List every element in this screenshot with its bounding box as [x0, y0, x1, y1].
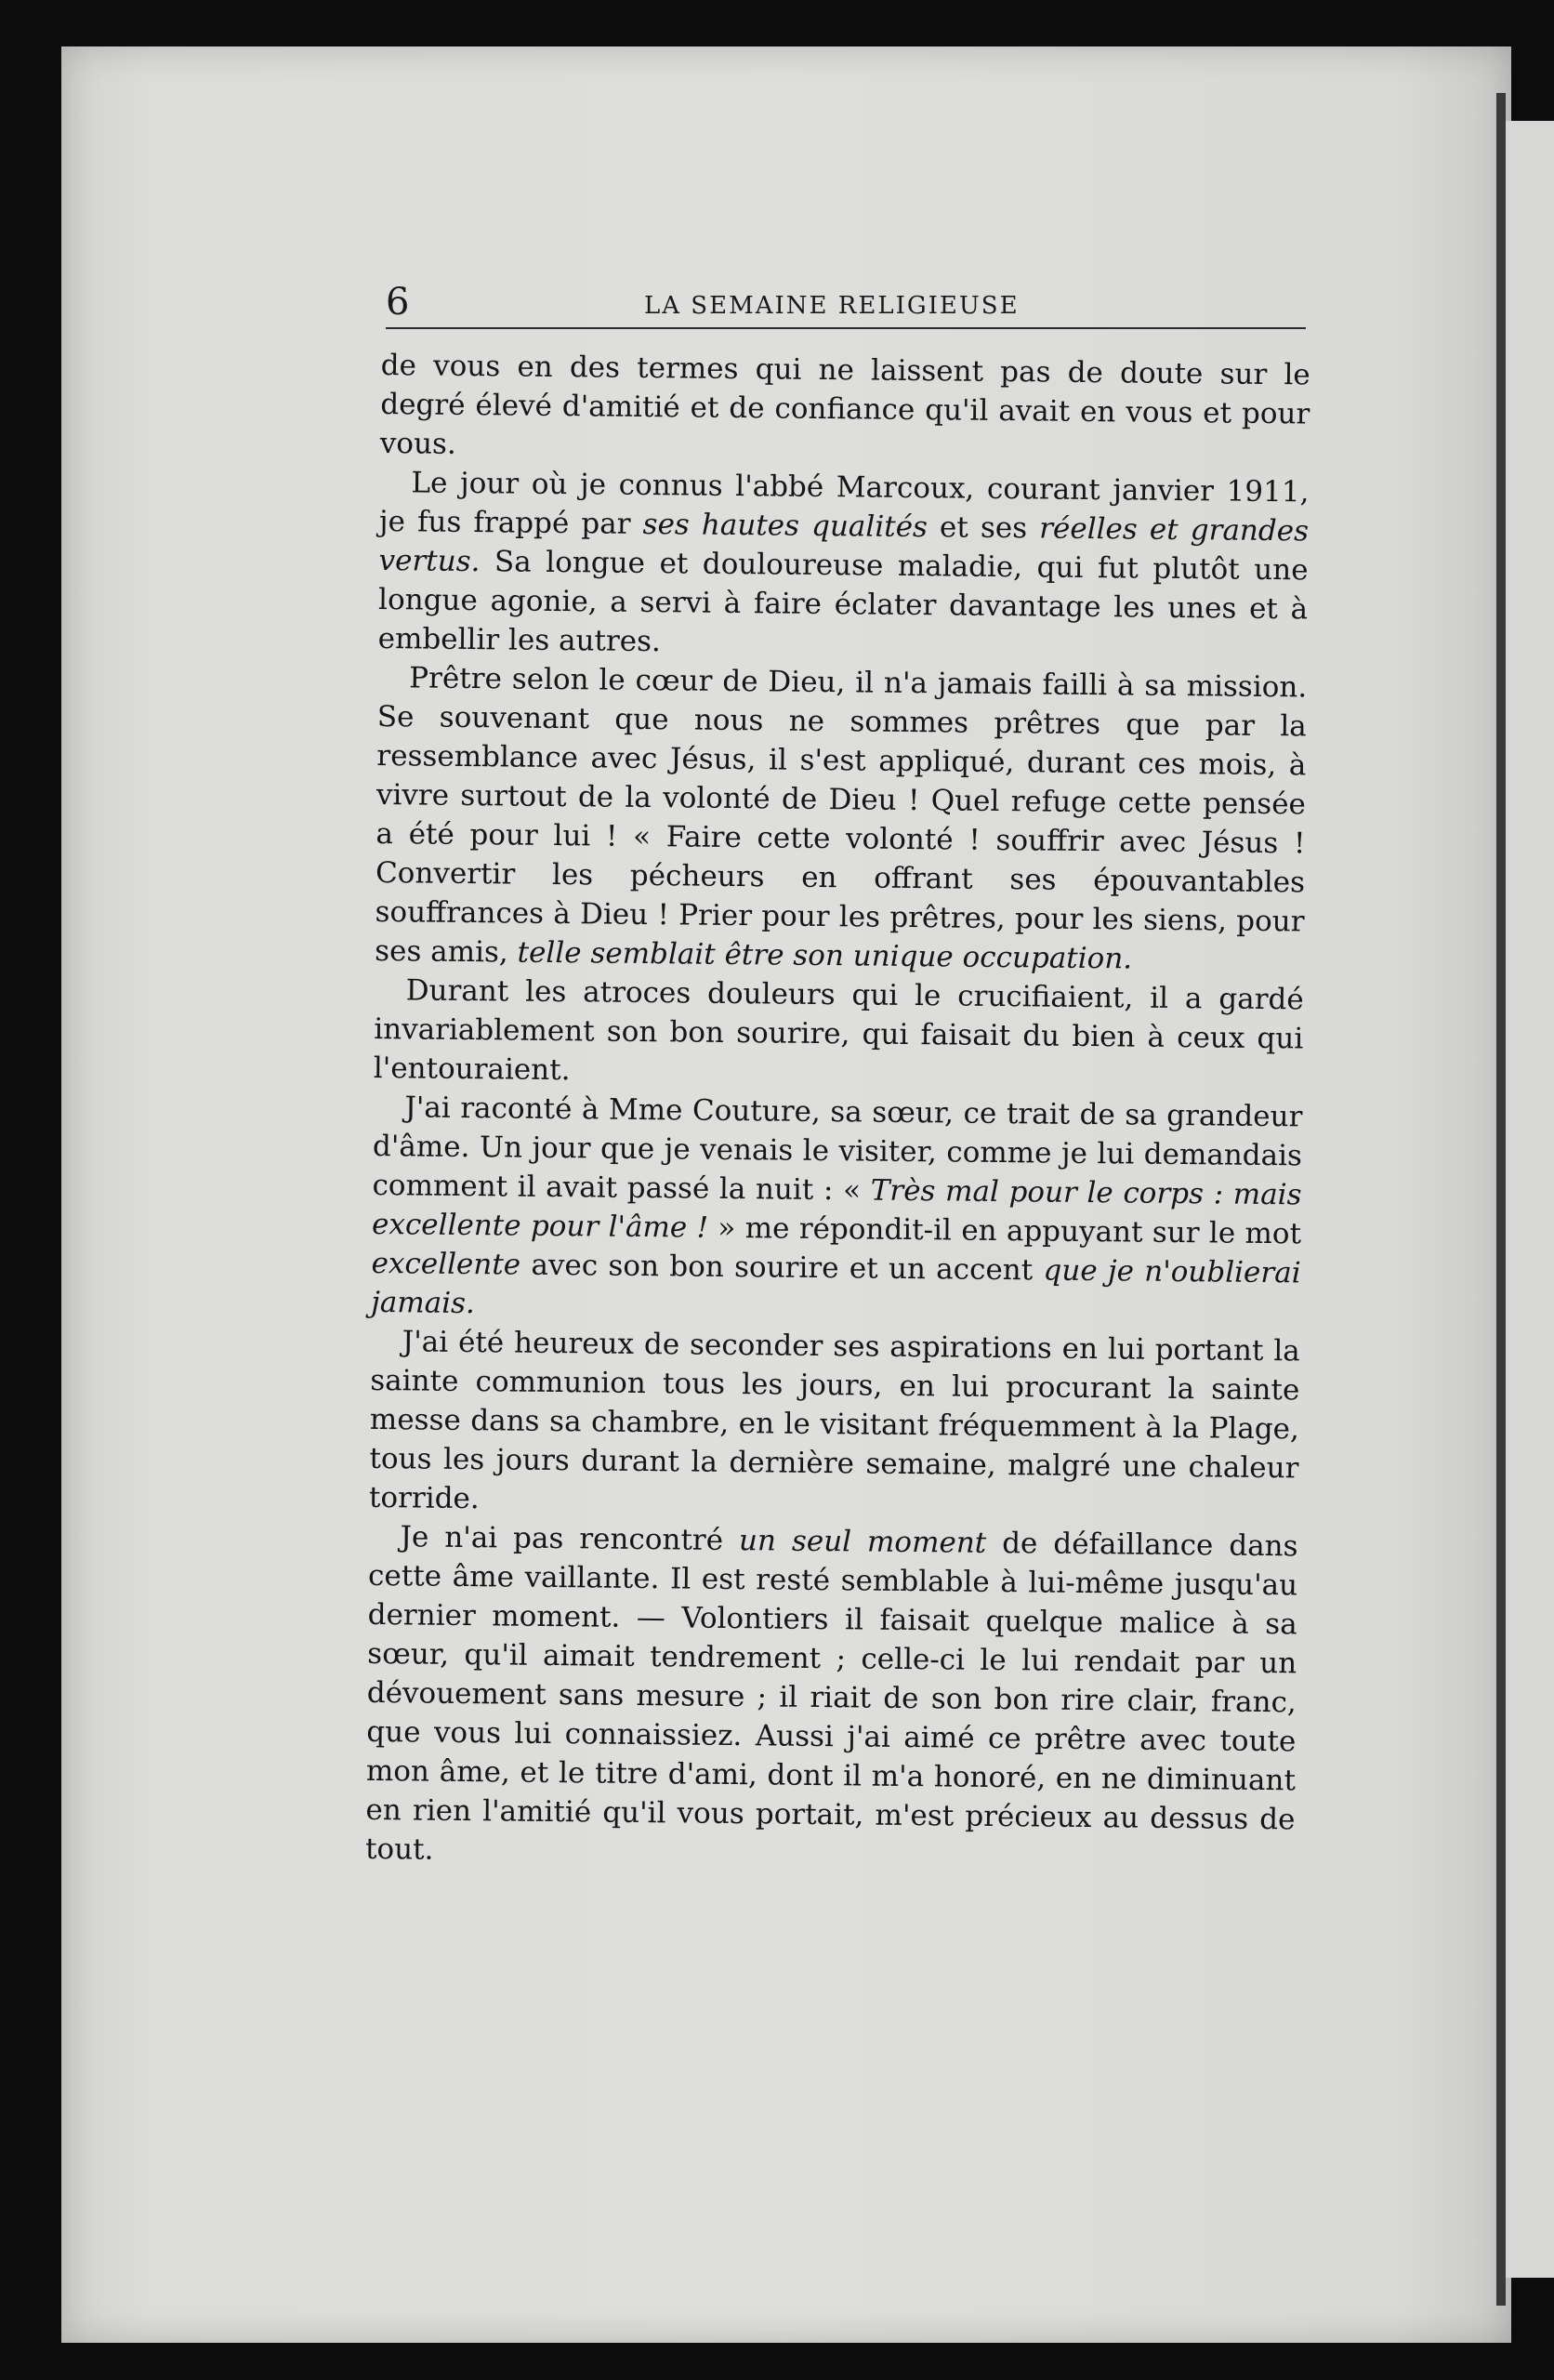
text-run: » me répondit-il en appuyant sur le mot: [707, 1210, 1302, 1251]
paragraph: [371, 1088, 1303, 1331]
paragraph: [374, 971, 1304, 1097]
paragraph: [380, 346, 1310, 472]
text-run: avec son bon sourire et un accent: [520, 1248, 1044, 1288]
paragraph: [375, 658, 1307, 980]
text-run: J'ai raconté à Mme Couture, sa sœur, ce trait de sa grandeur d'âme. Un jour que je venais le visiter, comme je lui demandais comment il avait passé la nuit : «: [372, 1091, 1303, 1208]
facing-page-edge: [1506, 121, 1554, 2278]
italic-text: excellente: [371, 1246, 521, 1282]
paragraph: [365, 1517, 1298, 1878]
text-run: Je n'ai pas rencontré: [400, 1520, 740, 1558]
italic-text: que je n'oublierai jamais.: [371, 1253, 1301, 1321]
paragraph: [377, 463, 1309, 668]
running-title: LA SEMAINE RELIGIEUSE: [644, 292, 1020, 320]
page-gutter-shadow: [1496, 93, 1506, 2306]
text-run: Le jour où je connus l'abbé Marcoux, courant janvier 1911, je fus frappé par: [378, 466, 1310, 541]
header-rule: [386, 327, 1306, 329]
page-header: [386, 281, 1306, 337]
italic-text: réelles et grandes vertus.: [378, 511, 1310, 579]
page-number: 6: [386, 281, 410, 324]
text-run: Sa longue et douloureuse maladie, qui fut plutôt une longue agonie, a servi à faire éclater davantage les unes et à embellir les autres.: [377, 545, 1309, 659]
body-text: [365, 346, 1310, 1878]
italic-text: un seul moment: [738, 1524, 987, 1560]
text-run: de défaillance dans cette âme vaillante. Il est resté semblable à lui-même jusqu'au dernier moment. — Volontiers il faisait quelque malice à sa sœur, qu'il aimait tendrement ; celle-ci le lui rendait par un dévouement sans mesure ; il riait de son bon rire clair, franc, que vous lui connaissiez. Aussi j'ai aimé ce prêtre avec toute mon âme, et le titre d'ami, dont il m'a honoré, en ne diminuant en rien l'amitié qu'il vous portait, m'est précieux au dessus de tout.: [364, 1526, 1298, 1867]
italic-text: Très mal pour le corps : mais excellente pour l'âme !: [371, 1173, 1302, 1245]
paragraph: [369, 1322, 1300, 1527]
text-run: et ses: [927, 510, 1040, 546]
italic-text: telle semblait être son unique occupation.: [517, 935, 1133, 976]
text-run: Prêtre selon le cœur de Dieu, il n'a jamais failli à sa mission. Se souvenant que nous ne sommes prêtres que par la ressemblance avec Jésus, il s'est appliqué, durant ces mois, à vivre surtout de la volonté de Dieu ! Quel refuge cette pensée a été pour lui ! « Faire cette volonté ! souffrir avec Jésus ! Convertir les pécheurs en offrant ses épouvantables souffrances à Dieu ! Prier pour les prêtres, pour les siens, pour ses amis,: [374, 661, 1308, 970]
italic-text: ses hautes qualités: [642, 507, 928, 545]
text-run: Durant les atroces douleurs qui le crucifiaient, il a gardé invariablement son bon sourire, qui faisait du bien à ceux qui l'entouraient.: [373, 973, 1304, 1088]
text-run: J'ai été heureux de seconder ses aspirations en lui portant la sainte communion tous les jours, en lui procurant la sainte messe dans sa chambre, en le visitant fréquemment à la Plage, tous les jours durant la dernière semaine, malgré une chaleur torride.: [368, 1325, 1300, 1516]
text-run: de vous en des termes qui ne laissent pas de doute sur le degré élevé d'amitié et de confiance qu'il avait en vous et pour vous.: [379, 348, 1310, 461]
